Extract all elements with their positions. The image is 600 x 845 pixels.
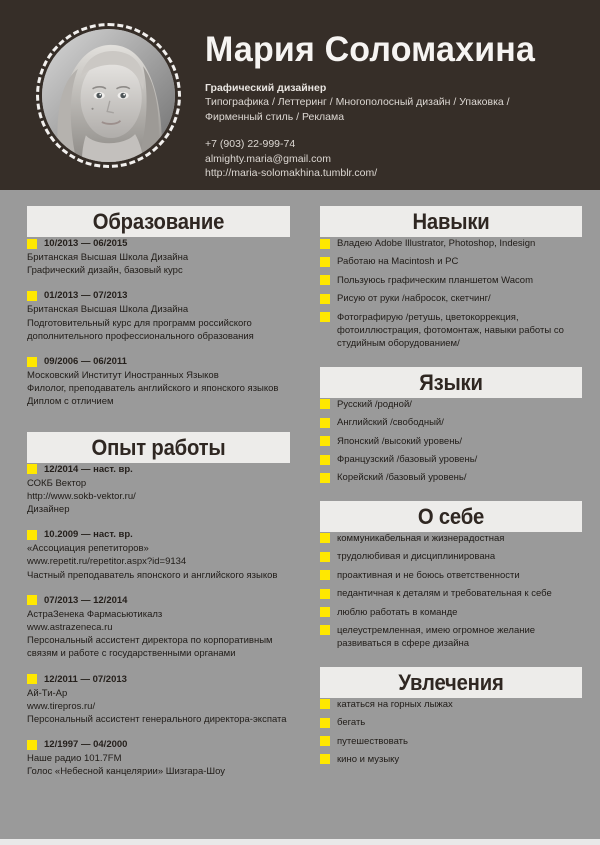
experience-entry (27, 528, 290, 582)
entry-line: Ай-Ти-Ар (27, 687, 68, 699)
right-column (320, 190, 582, 771)
square-bullet-icon (320, 473, 330, 483)
resume-header (0, 0, 600, 190)
square-bullet-icon (320, 699, 330, 709)
list-item (320, 416, 582, 429)
about-title-bar (320, 501, 582, 532)
experience-entry (27, 594, 290, 661)
list-item (320, 237, 582, 250)
experience-entry (27, 463, 290, 517)
square-bullet-icon (320, 239, 330, 249)
hobby-text: путешествовать (337, 735, 408, 747)
section-title-education: Образование (38, 206, 280, 237)
education-entry (27, 355, 290, 409)
entry-link[interactable]: http://www.sokb-vektor.ru/ (27, 490, 136, 502)
language-text: Японский /высокий уровень/ (337, 435, 463, 447)
phone-number: +7 (903) 22-999-74 (205, 138, 296, 150)
about-text: люблю работать в команде (337, 606, 458, 618)
hobbies-list (320, 698, 582, 767)
date-range: 09/2006 — 06/2011 (44, 356, 127, 368)
skills-title-bar (320, 206, 582, 237)
avatar (36, 23, 181, 168)
about-text: коммуникабельная и жизнерадостная (337, 532, 505, 544)
square-bullet-icon (320, 294, 330, 304)
hobby-text: бегать (337, 717, 366, 729)
list-item (320, 698, 582, 711)
skill-text: Пользуюсь графическим планшетом Wacom (337, 274, 533, 286)
list-item (320, 753, 582, 766)
square-bullet-icon (27, 595, 37, 605)
entry-date-row (27, 738, 290, 751)
square-bullet-icon (320, 754, 330, 764)
entry-line: Британская Высшая Школа Дизайна (27, 252, 189, 263)
experience-title-bar (27, 432, 290, 463)
entry-line: Частный преподаватель японского и английского языков (27, 569, 278, 581)
square-bullet-icon (320, 552, 330, 562)
list-item (320, 453, 582, 466)
square-bullet-icon (320, 455, 330, 465)
left-column (27, 190, 290, 791)
entry-date-row (27, 237, 290, 250)
entry-date-row (27, 673, 290, 686)
list-item (320, 569, 582, 582)
specialties-list: Типографика / Леттеринг / Многополосный дизайн / Упаковка / Фирменный стиль / Реклама (205, 96, 510, 123)
list-item (320, 716, 582, 729)
entry-line: СОКБ Вектор (27, 477, 87, 489)
contact-block (205, 137, 582, 181)
footer-strip (0, 839, 600, 845)
square-bullet-icon (320, 533, 330, 543)
date-range: 12/1997 — 04/2000 (44, 739, 128, 751)
email-address[interactable]: almighty.maria@gmail.com (205, 152, 331, 165)
square-bullet-icon (320, 275, 330, 285)
date-range: 12/2014 — наст. вр. (44, 463, 133, 475)
square-bullet-icon (27, 740, 37, 750)
square-bullet-icon (27, 291, 37, 301)
date-range: 01/2013 — 07/2013 (44, 290, 128, 302)
education-entry (27, 289, 290, 343)
entry-link[interactable]: www.repetit.ru/repetitor.aspx?id=9134 (27, 556, 187, 568)
language-text: Корейский /базовый уровень/ (337, 472, 467, 484)
entry-line: Британская Высшая Школа Дизайна (27, 304, 189, 316)
entry-line: «Ассоциация репетиторов» (27, 543, 149, 555)
square-bullet-icon (27, 674, 37, 684)
page-title: Мария Соломахина (205, 30, 536, 69)
about-list (320, 532, 582, 651)
section-title-languages: Языки (330, 367, 571, 398)
resume-body (0, 190, 600, 845)
entry-line: Персональный ассистент директора по корпоративным связям и работе с государственными органами (27, 635, 273, 660)
education-entry (27, 237, 290, 277)
list-item (320, 624, 582, 651)
list-item (320, 274, 582, 287)
square-bullet-icon (320, 607, 330, 617)
list-item (320, 255, 582, 268)
square-bullet-icon (320, 718, 330, 728)
entry-line: Дизайнер (27, 504, 70, 516)
about-text: проактивная и не боюсь ответственности (337, 569, 520, 581)
entry-line: Московский Институт Иностранных Языков (27, 370, 219, 382)
education-entries (27, 237, 290, 409)
section-title-experience: Опыт работы (38, 432, 280, 463)
entry-date-row (27, 528, 290, 541)
skill-text: Фотографирую /ретушь, цветокоррекция, фотоиллюстрация, фотомонтаж, навыки работы со студийным оборудованием/ (337, 311, 564, 350)
hobby-text: кино и музыку (337, 753, 400, 765)
entry-link[interactable]: www.tirepros.ru/ (27, 700, 96, 712)
square-bullet-icon (320, 257, 330, 267)
header-text-block (205, 30, 582, 181)
about-text: целеустремленная, имею огромное желание развиваться в сфере дизайна (337, 624, 536, 650)
languages-title-bar (320, 367, 582, 398)
skill-text: Работаю на Macintosh и PC (337, 256, 459, 268)
square-bullet-icon (320, 418, 330, 428)
square-bullet-icon (27, 464, 37, 474)
date-range: 10.2009 — наст. вр. (44, 529, 133, 541)
entry-line: Персональный ассистент генерального директора-экспата (27, 714, 287, 726)
about-text: педантичная к деталям и требовательная к себе (337, 588, 552, 600)
skill-text: Владею Adobe Illustrator, Photoshop, Indesign (337, 238, 536, 249)
skills-list (320, 237, 582, 351)
entry-line: Филолог, преподаватель английского и японского языков (27, 383, 279, 395)
date-range: 12/2011 — 07/2013 (44, 673, 127, 685)
square-bullet-icon (320, 570, 330, 580)
job-role: Графический дизайнер (205, 82, 327, 94)
experience-entry (27, 673, 290, 727)
date-range: 07/2013 — 12/2014 (44, 594, 128, 606)
section-title-about: О себе (330, 501, 571, 532)
entry-link[interactable]: www.astrazeneca.ru (27, 622, 113, 634)
list-item (320, 550, 582, 563)
experience-entry (27, 738, 290, 778)
language-text: Английский /свободный/ (337, 417, 444, 429)
entry-line: Голос «Небесной канцелярии» Шизгара-Шоу (27, 766, 226, 778)
list-item (320, 532, 582, 545)
hobbies-title-bar (320, 667, 582, 698)
square-bullet-icon (320, 399, 330, 409)
section-title-skills: Навыки (330, 206, 571, 237)
education-title-bar (27, 206, 290, 237)
languages-list (320, 398, 582, 485)
square-bullet-icon (320, 625, 330, 635)
square-bullet-icon (320, 736, 330, 746)
entry-line: АстраЗенека Фармасьютикалз (27, 608, 163, 620)
entry-date-row (27, 289, 290, 302)
entry-line: Графический дизайн, базовый курс (27, 265, 183, 277)
date-range: 10/2013 — 06/2015 (44, 238, 128, 249)
entry-line: Наше радио 101.7FM (27, 753, 122, 765)
square-bullet-icon (27, 530, 37, 540)
entry-line: Диплом с отличием (27, 396, 114, 408)
list-item (320, 471, 582, 484)
square-bullet-icon (320, 312, 330, 322)
entry-date-row (27, 355, 290, 368)
skill-text: Рисую от руки /набросок, скетчинг/ (337, 293, 491, 305)
portrait-photo (42, 29, 175, 162)
list-item (320, 735, 582, 748)
square-bullet-icon (27, 357, 37, 367)
language-text: Французский /базовый уровень/ (337, 454, 478, 466)
list-item (320, 398, 582, 411)
entry-date-row (27, 594, 290, 607)
list-item (320, 587, 582, 600)
experience-entries (27, 463, 290, 779)
about-text: трудолюбивая и дисциплинирована (337, 551, 496, 563)
list-item (320, 292, 582, 305)
list-item (320, 606, 582, 619)
language-text: Русский /родной/ (337, 398, 412, 410)
square-bullet-icon (320, 589, 330, 599)
square-bullet-icon (27, 239, 37, 249)
section-title-hobbies: Увлечения (330, 667, 571, 698)
list-item (320, 311, 582, 351)
list-item (320, 435, 582, 448)
entry-date-row (27, 463, 290, 476)
hobby-text: кататься на горных лыжах (337, 698, 453, 710)
website-link[interactable]: http://maria-solomakhina.tumblr.com/ (205, 167, 378, 179)
entry-line: Подготовительный курс для программ российского дополнительного профессионального образования (27, 317, 254, 342)
square-bullet-icon (320, 436, 330, 446)
